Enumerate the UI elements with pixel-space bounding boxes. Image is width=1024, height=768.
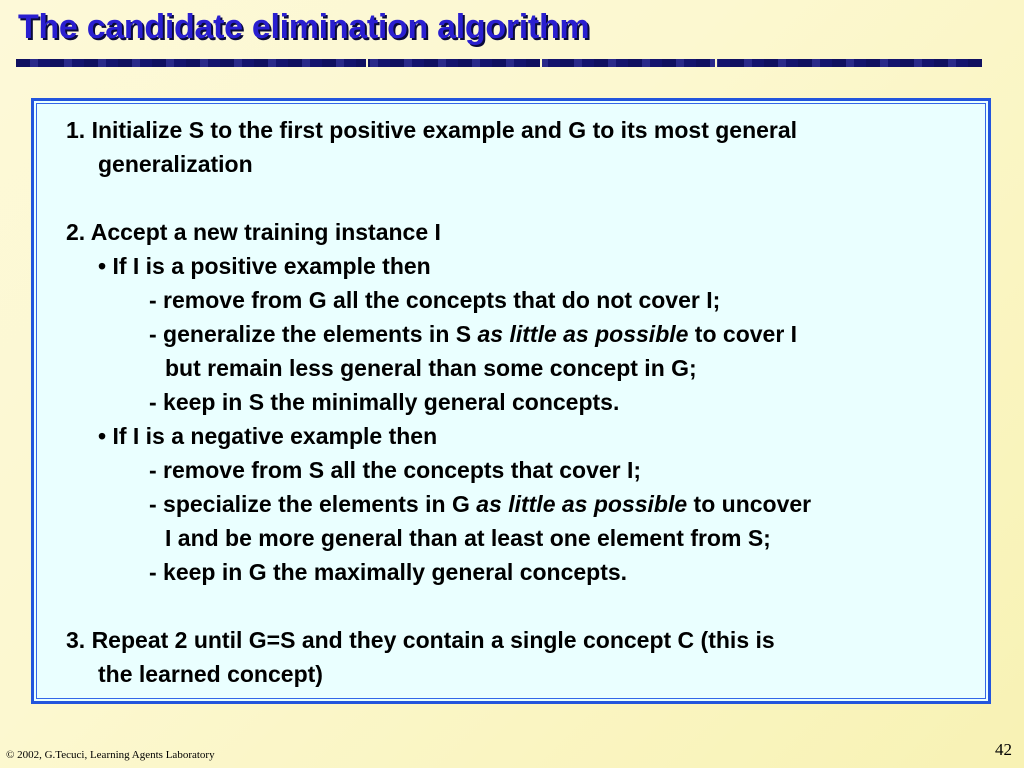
- divider-notch: [366, 59, 368, 67]
- positive-generalize-post: to cover I: [688, 321, 798, 347]
- algorithm-text: [34, 113, 988, 691]
- negative-specialize-post: to uncover: [687, 491, 812, 517]
- step-1-line-2: generalization: [98, 151, 253, 177]
- negative-specialize-g: [34, 487, 988, 521]
- negative-keep-in-g: - keep in G the maximally general concepts.: [149, 559, 628, 585]
- positive-generalize-emphasis: as little as possible: [477, 321, 689, 347]
- negative-specialize-emphasis: as little as possible: [476, 491, 688, 517]
- negative-case-bullet: • If I is a negative example then: [98, 423, 438, 449]
- page-number: 42: [995, 740, 1012, 759]
- negative-specialize-continuation: I and be more general than at least one element from S;: [165, 525, 771, 551]
- step-1-line-1: 1. Initialize S to the first positive example and G to its most general: [66, 117, 798, 143]
- positive-generalize-continuation: but remain less general than some concept in G;: [165, 355, 697, 381]
- positive-remove-from-g: - remove from G all the concepts that do not cover I;: [149, 287, 721, 313]
- positive-generalize-s: [34, 317, 988, 351]
- content-panel: [31, 98, 991, 704]
- negative-specialize-pre: - specialize the elements in G: [149, 491, 477, 517]
- slide-title: The candidate elimination algorithm: [18, 8, 590, 46]
- positive-case-bullet: • If I is a positive example then: [98, 253, 431, 279]
- step-3-line-2: the learned concept): [98, 661, 323, 687]
- divider-notch: [540, 59, 542, 67]
- step-3-line-1: 3. Repeat 2 until G=S and they contain a single concept C (this is: [66, 627, 775, 653]
- copyright-footer: © 2002, G.Tecuci, Learning Agents Laboratory: [6, 749, 215, 761]
- positive-keep-in-s: - keep in S the minimally general concepts.: [149, 389, 620, 415]
- step-2-line-1: 2. Accept a new training instance I: [66, 219, 441, 245]
- negative-remove-from-s: - remove from S all the concepts that cover I;: [149, 457, 642, 483]
- positive-generalize-pre: - generalize the elements in S: [149, 321, 478, 347]
- title-divider: [16, 59, 982, 67]
- divider-notch: [715, 59, 717, 67]
